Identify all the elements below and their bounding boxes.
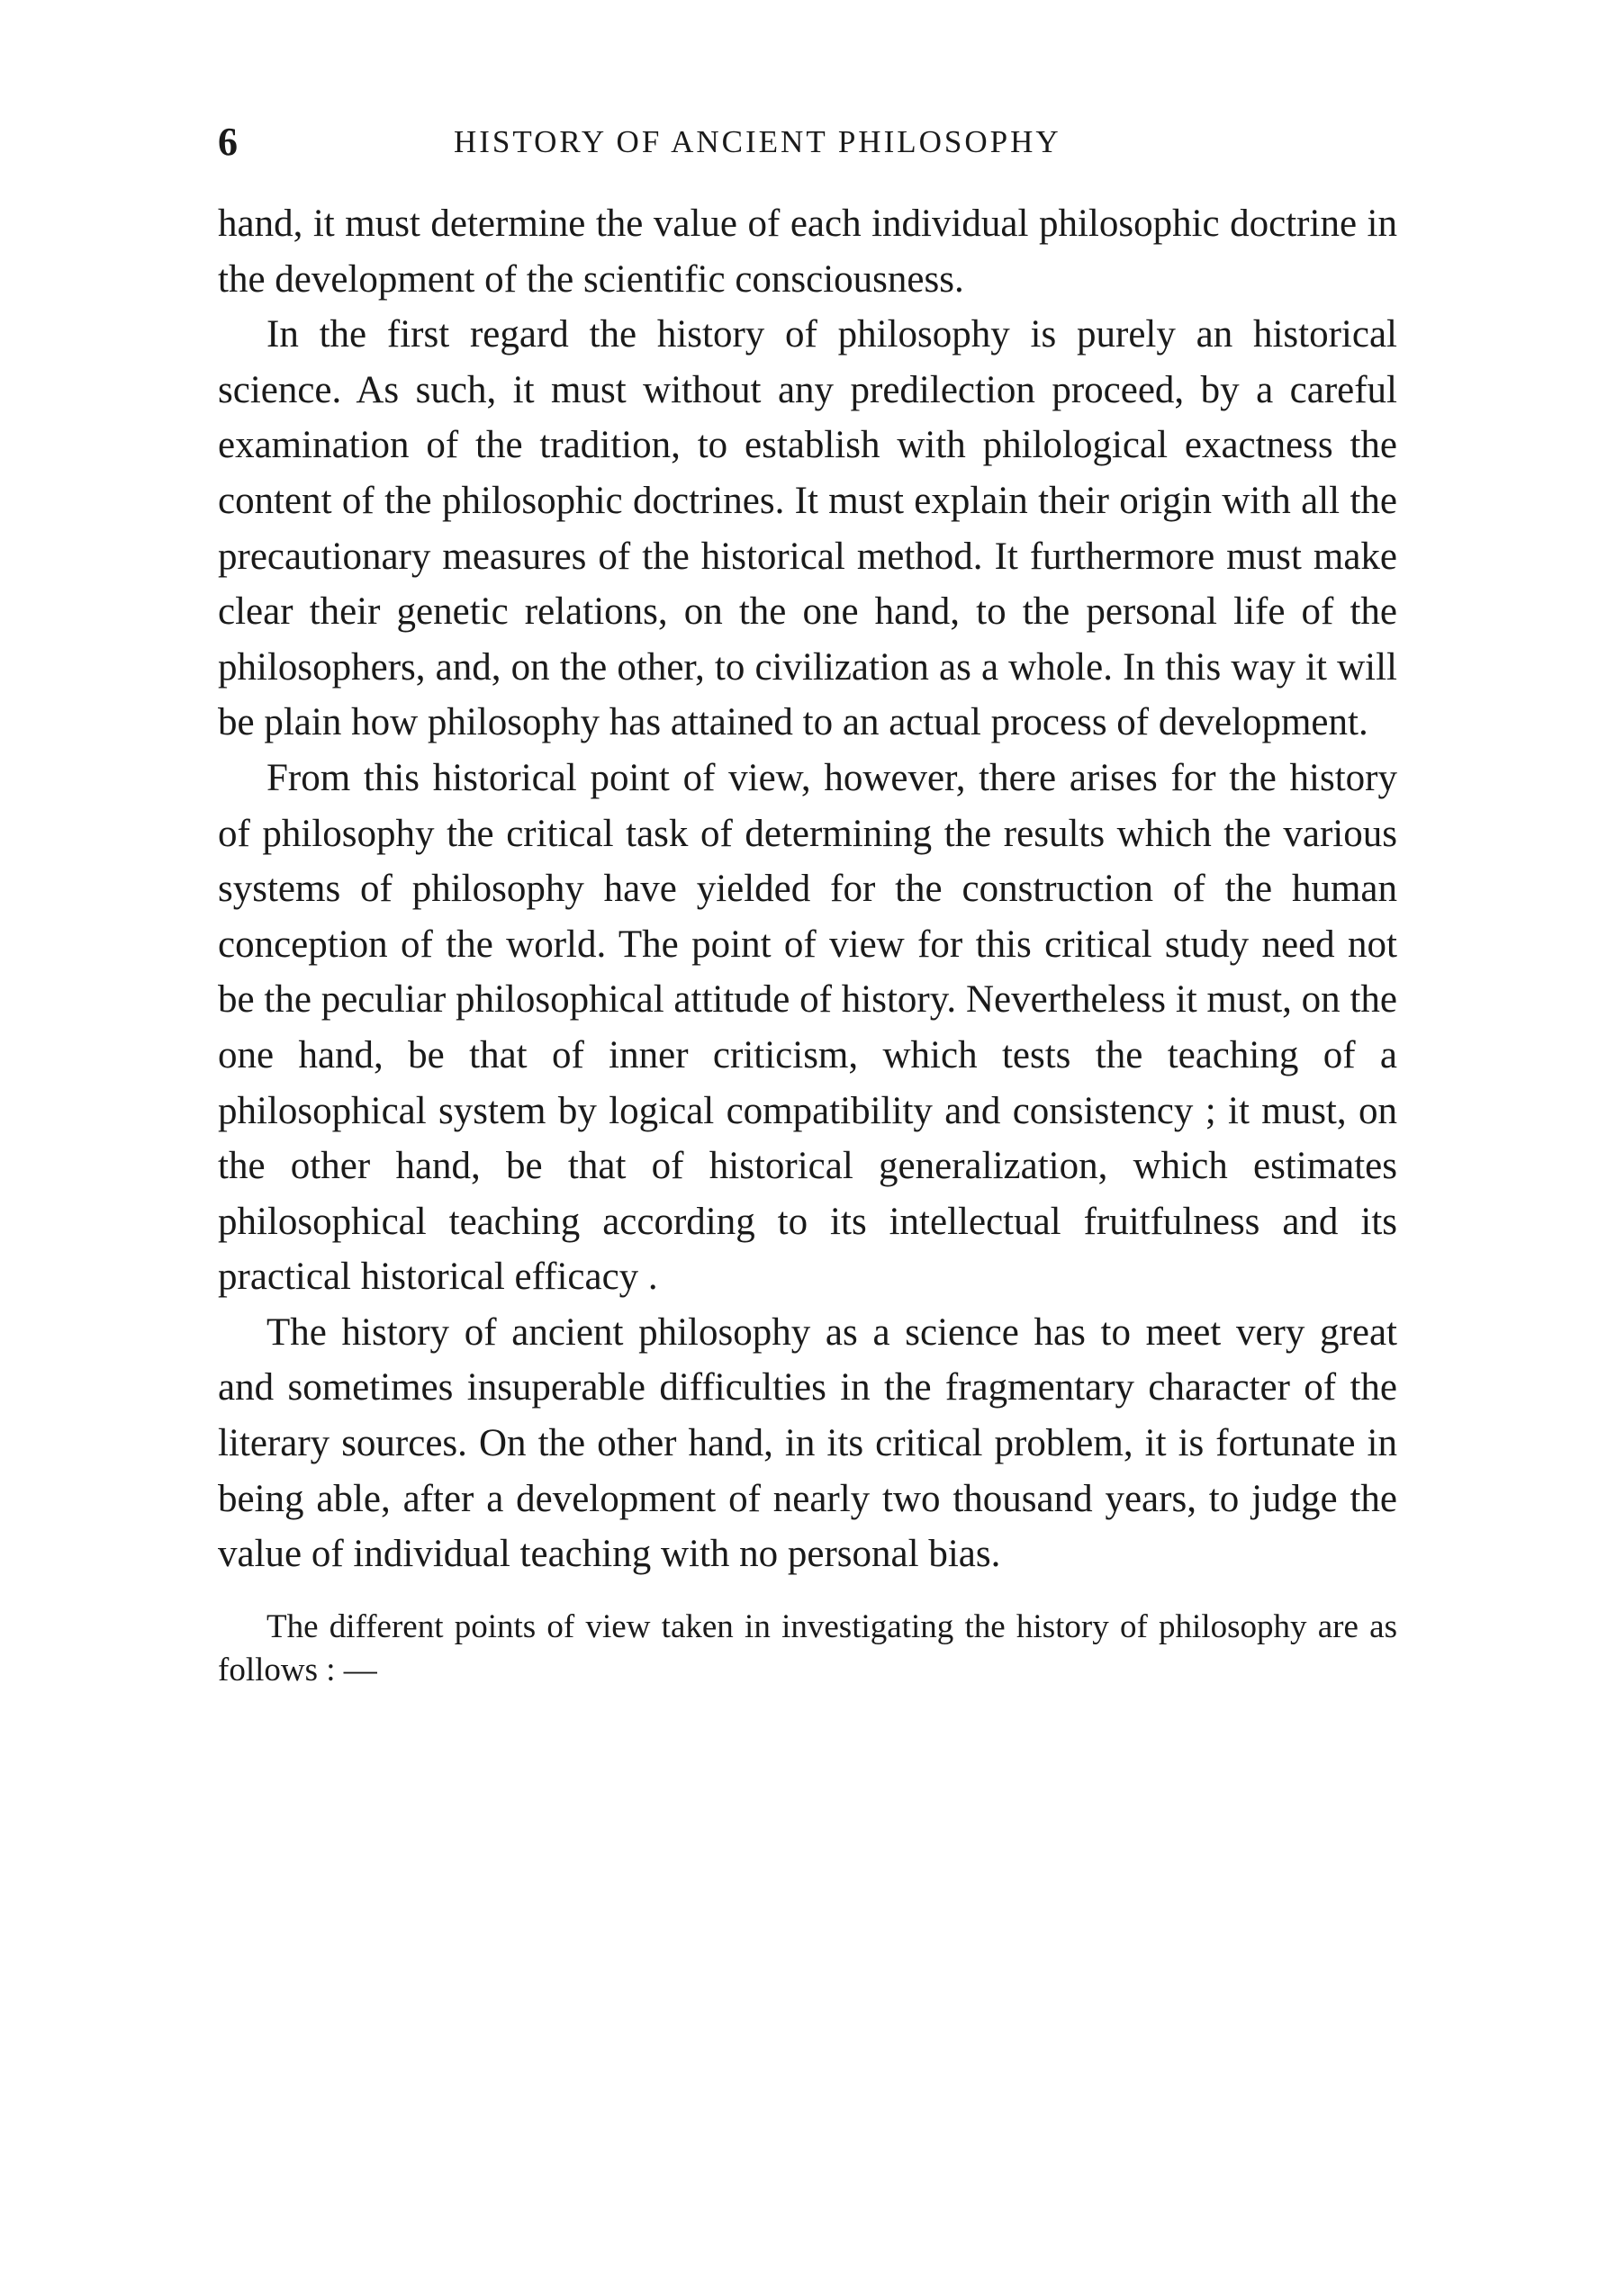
page-number: 6 (218, 120, 238, 164)
running-title: HISTORY OF ANCIENT PHILOSOPHY (454, 124, 1061, 159)
paragraph-critical-task: From this historical point of view, however, there arises for the history of philosophy the critical task of determining the results which the various systems of philosophy have yielded for the construction of the human conception of the world. The point of view for this critical study need not be the peculiar philosophical attitude of history. Nevertheless it must, on the one hand, be that of inner criticism, which tests the teaching of a philosophical system by logical compatibility and consistency ; it must, on the other hand, be that of historical generalization, which estimates philosophical teaching according to its intellectual fruitfulness and its practical historical efficacy . (218, 756, 1397, 1299)
body-text (218, 196, 1397, 1692)
paragraph-continuation: hand, it must determine the value of each individual philosophic doctrine in the development of the scientific consciousness. (218, 203, 1397, 301)
small-print-note: The different points of view taken in investigating the history of philosophy are as follows : — (218, 1607, 1397, 1688)
running-head (218, 115, 1397, 169)
paragraph-historical-science: In the first regard the history of philosophy is purely an historical science. As such, it must without any predilection proceed, by a careful examination of the tradition, to establish with philological exactness the content of the philosophic doctrines. It must explain their origin with all the precautionary measures of the historical method. It furthermore must make clear their genetic relations, on the one hand, to the personal life of the philosophers, and, on the other, to civilization as a whole. In this way it will be plain how philosophy has attained to an actual process of development. (218, 313, 1397, 744)
paragraph-ancient-philosophy: The history of ancient philosophy as a science has to meet very great and sometimes insuperable difficulties in the fragmentary character of the literary sources. On the other hand, in its critical problem, it is fortunate in being able, after a development of nearly two thousand years, to judge the value of individual teaching with no personal bias. (218, 1310, 1397, 1576)
